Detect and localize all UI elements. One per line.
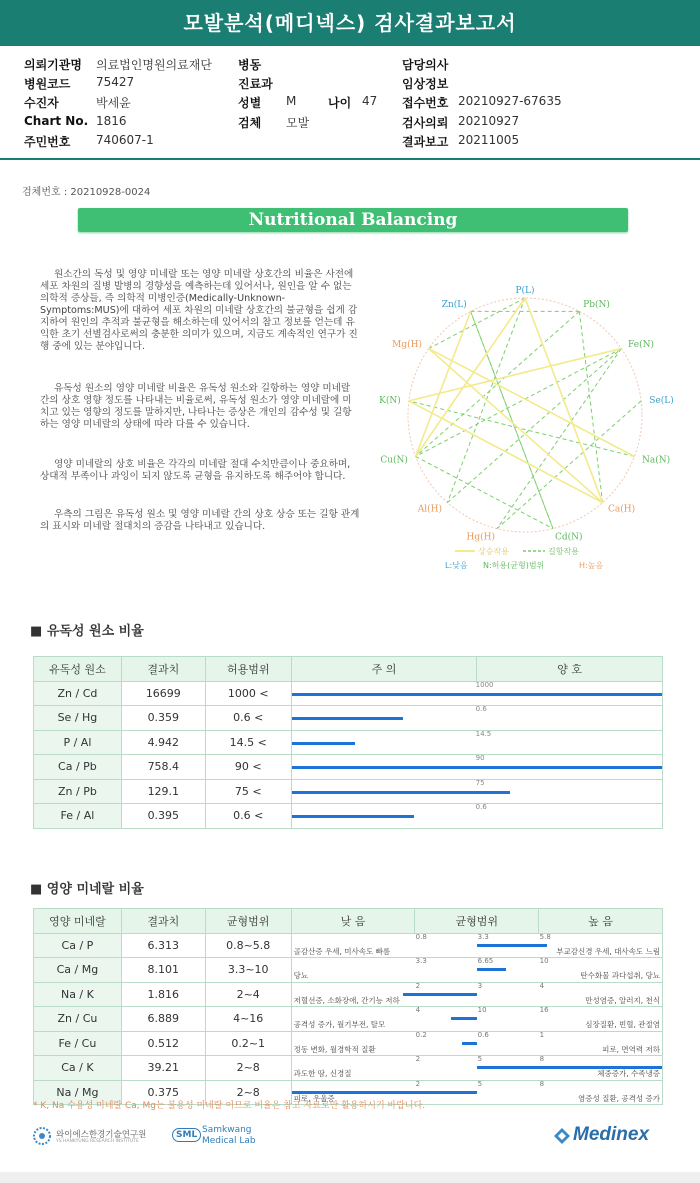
bottom-strip [0, 1172, 700, 1183]
label-request: 검사의뢰 [402, 116, 449, 130]
label-report: 결과보고 [402, 135, 449, 149]
nutrient-low-note: 공격성 증가, 월기부전, 탈모 [293, 1020, 386, 1029]
toxic-ratio: Fe / Al [34, 804, 122, 829]
label-doctor: 담당의사 [402, 58, 449, 72]
diagram-ring [408, 298, 642, 532]
value-patient: 박세윤 [96, 96, 131, 110]
nutrient-ratio: Fe / Cu [34, 1031, 122, 1056]
toxic-row [34, 730, 663, 755]
sml-logo-text-1: Samkwang [202, 1125, 252, 1135]
nutrient-high-note: 체중증가, 수족냉증 [597, 1069, 660, 1078]
nutrient-header-ratio: 영양 미네랄 [34, 909, 122, 934]
nutrient-header-high: 높 음 [539, 909, 663, 934]
node-na: Na(N) [642, 455, 671, 466]
antagonism-line-na-k [409, 401, 635, 457]
nutrient-tick-mid: 5 [477, 1079, 483, 1088]
ys-logo-text: 와이에스한경기술연구원 [56, 1130, 147, 1140]
nutrient-section-title: ■ 영양 미네랄 비율 [30, 882, 144, 897]
toxic-value: 0.359 [121, 706, 205, 731]
sml-logo-text-2: Medical Lab [202, 1136, 256, 1146]
nutrient-bar-cell [291, 958, 662, 983]
toxic-bar-cell [291, 804, 662, 829]
nutrient-tick-mid: 3 [477, 981, 483, 990]
nutrient-tick-low: 3.3 [415, 957, 427, 965]
node-al: Al(H) [417, 504, 442, 515]
nutrient-tick-low: 0.8 [415, 932, 427, 941]
nutrient-tick-low: 2 [415, 1079, 421, 1088]
nutrient-bar [477, 1066, 662, 1069]
nutrient-ratio-table [33, 908, 663, 1105]
nutrient-tick-mid: 3.3 [477, 932, 489, 941]
nutrient-ratio: Zn / Cu [34, 1007, 122, 1032]
toxic-bar-cell [291, 730, 662, 755]
toxic-ratio-table [33, 656, 663, 829]
toxic-range: 1000 < [205, 681, 291, 706]
nutrient-tick-high: 8 [539, 1079, 545, 1088]
nutrient-tick-mid: 0.6 [477, 1030, 489, 1039]
nutrient-value: 6.313 [121, 933, 205, 958]
nutrient-value: 6.889 [121, 1007, 205, 1032]
nutrient-low-note: 당뇨 [293, 971, 309, 980]
nutrient-high-note: 피로, 면역력 저하 [602, 1044, 660, 1054]
nutrient-high-note: 심장질환, 빈혈, 관절염 [585, 1020, 660, 1029]
nutritional-balancing-banner: Nutritional Balancing [78, 208, 628, 232]
toxic-bar [292, 742, 355, 745]
toxic-header-range: 허용범위 [205, 657, 291, 682]
footnote: * K, Na 수용성 미네랄 Ca, Mg는 불용성 미네랄 이므로 비율은 참고 자료로만 활용하시기 바랍니다. [33, 1101, 426, 1111]
value-receipt: 20210927-67635 [458, 94, 562, 108]
nutrient-tick-high: 1 [539, 1030, 545, 1039]
toxic-range: 0.6 < [205, 804, 291, 829]
toxic-row [34, 706, 663, 731]
nutrient-header-low: 낮 음 [291, 909, 415, 934]
toxic-ratio: Se / Hg [34, 706, 122, 731]
label-receipt: 접수번호 [402, 96, 449, 110]
nutrient-high-note: 염증성 질환, 공격성 증가 [578, 1093, 660, 1103]
synergy-legend-text: 상승작용 [478, 547, 509, 556]
toxic-row [34, 804, 663, 829]
toxic-section-title: ■ 유독성 원소 비율 [30, 624, 144, 639]
nutrient-range: 4~16 [205, 1007, 291, 1032]
nutrient-low-note: 저혈선증, 소화장애, 간기능 저하 [293, 995, 400, 1005]
nutrient-ratio: Na / K [34, 982, 122, 1007]
nutrient-high-note: 탄수화물 과다섭취, 당뇨 [580, 971, 660, 980]
synergy-line-zn-cu [416, 311, 471, 456]
toxic-tick: 1000 [475, 680, 494, 689]
nutrient-bar [451, 1017, 477, 1020]
node-k: K(N) [379, 395, 401, 406]
label-age: 나이 [328, 96, 352, 110]
toxic-range: 90 < [205, 755, 291, 780]
value-chart: 1816 [96, 114, 127, 128]
toxic-bar [292, 717, 403, 720]
toxic-bar [292, 693, 662, 696]
intro-paragraph-1: 원소간의 독성 및 영양 미네랄 또는 영양 미네랄 상호간의 비율은 사전에 세포 차원의 질병 발병의 경향성을 예측하는데 있어서나, 원인을 알 수 없는 의학적 증상들, 즉 의학적 미병인증(Medically-Unknown-Symptoms:MUS)에 대하여 세포 차원의 미네랄 상호간의 불균형을 쉽게 감지하여 원인의 추적과 불균형을 해소하는데 있어서의 참고 정보를 얻는데 유익한 초기 선별검사로써의 충분한 의미가 있으며, 지금도 계속적인 연구가 진행 중에 있는 분야입니다. [40, 269, 358, 352]
label-sex: 성별 [238, 96, 262, 110]
nutrient-low-note: 과도한 땀, 신경질 [293, 1069, 352, 1078]
toxic-bar [292, 791, 511, 794]
nutrient-tick-low: 2 [415, 981, 421, 990]
legend-normal: N:허용(균형)범위 [483, 561, 545, 570]
nutrient-tick-mid: 6.65 [477, 957, 494, 965]
nutrient-value: 0.512 [121, 1031, 205, 1056]
nutrient-high-note: 부교감신경 우세, 대사속도 느림 [556, 946, 660, 956]
nutrient-tick-low: 2 [415, 1055, 421, 1063]
toxic-bar [292, 815, 414, 818]
toxic-tick: 0.6 [475, 705, 487, 713]
nutrient-bar-cell [291, 982, 662, 1007]
nutrient-tick-low: 0.2 [415, 1030, 427, 1039]
node-pb: Pb(N) [583, 300, 610, 311]
nutrient-value: 8.101 [121, 958, 205, 983]
nutrient-row [34, 958, 663, 983]
nutrient-range: 2~4 [205, 982, 291, 1007]
nutrient-row [34, 982, 663, 1007]
value-code: 75427 [96, 75, 135, 89]
toxic-header-good: 양 호 [477, 657, 663, 682]
label-patient: 수진자 [24, 96, 59, 110]
value-sex: M [286, 94, 297, 108]
nutrient-tick-mid: 10 [477, 1006, 487, 1014]
legend-low: L:낮음 [445, 561, 468, 570]
value-report: 20211005 [458, 133, 520, 147]
antagonism-line-cu-cd [416, 456, 553, 528]
ys-logo-icon [32, 1126, 52, 1146]
value-specimen: 모발 [286, 116, 310, 130]
nutrient-bar [292, 1091, 477, 1094]
node-cu: Cu(N) [380, 455, 408, 466]
toxic-bar [292, 766, 662, 769]
nutrient-low-note: 정동 변화, 월경학적 질환 [293, 1044, 376, 1054]
nutrient-range: 0.2~1 [205, 1031, 291, 1056]
nutrient-bar-cell [291, 1007, 662, 1032]
nutrient-tick-low: 4 [415, 1006, 421, 1014]
nutrient-value: 0.375 [121, 1080, 205, 1105]
nutrient-range: 0.8~5.8 [205, 933, 291, 958]
node-fe: Fe(N) [628, 339, 655, 350]
toxic-ratio: Ca / Pb [34, 755, 122, 780]
node-hg: Hg(H) [466, 532, 496, 543]
antagonism-legend-text: 길항작용 [548, 547, 579, 556]
nutrient-high-note: 만성염증, 알러지, 천식 [585, 995, 660, 1005]
nutrient-range: 2~8 [205, 1080, 291, 1105]
nutrient-value: 39.21 [121, 1056, 205, 1081]
medinex-logo-text: Medinex [573, 1124, 650, 1145]
nutrient-header-balance: 균형범위 [415, 909, 539, 934]
nutrient-range: 2~8 [205, 1056, 291, 1081]
toxic-header-ratio: 유독성 원소 [34, 657, 122, 682]
nutrient-row [34, 1056, 663, 1081]
patient-info [0, 50, 700, 160]
label-chart: Chart No. [24, 114, 89, 128]
toxic-value: 129.1 [121, 779, 205, 804]
node-zn: Zn(L) [441, 300, 467, 311]
toxic-row [34, 681, 663, 706]
toxic-ratio: Zn / Pb [34, 779, 122, 804]
nutrient-bar [477, 968, 507, 971]
toxic-bar-cell [291, 755, 662, 780]
nutrient-ratio: Na / Mg [34, 1080, 122, 1105]
nutrient-header-value: 결과치 [121, 909, 205, 934]
nutrient-bar [462, 1042, 477, 1045]
toxic-row [34, 755, 663, 780]
intro-paragraph-3: 영양 미네랄의 상호 비율은 각각의 미네랄 절대 수치만큼이나 중요하며, 상대적 부족이나 과잉이 되지 않도록 균형을 유지하도록 해주어야 합니다. [40, 459, 351, 482]
toxic-bar-cell [291, 779, 662, 804]
toxic-value: 0.395 [121, 804, 205, 829]
nutrient-ratio: Ca / K [34, 1056, 122, 1081]
toxic-tick: 75 [475, 778, 485, 787]
intro-paragraph-2: 유독성 원소의 영양 미네랄 비율은 유독성 원소와 길항하는 영양 미네랄 간의 상호 영향 정도를 나타내는 비율로써, 유독성 원소가 영양 미네랄에 미치고 있는 영향의 정도를 말하지만, 나타나는 증상은 개인의 감수성 및 길항하는 영양 미네랄의 상태에 따라 다를 수 있습니다. [40, 383, 352, 430]
sml-logo-icon: SML [172, 1128, 201, 1142]
nutrient-row [34, 933, 663, 958]
toxic-tick: 90 [475, 754, 485, 762]
node-p: P(L) [515, 285, 535, 296]
toxic-tick: 14.5 [475, 729, 492, 738]
ys-logo-subtext: YS HANKYUNG RESEARCH INSTITUTE [56, 1139, 139, 1144]
nutrient-bar [477, 944, 547, 947]
nutrient-low-note: 골감산증 우세, 미사속도 빠름 [293, 946, 391, 956]
nutrient-tick-high: 16 [539, 1006, 549, 1014]
toxic-bar-cell [291, 681, 662, 706]
toxic-header-value: 결과치 [121, 657, 205, 682]
nutrient-bar-cell [291, 1056, 662, 1081]
nutrient-low-note: 피로, 우울증 [293, 1093, 335, 1103]
nutrient-value: 1.816 [121, 982, 205, 1007]
toxic-row [34, 779, 663, 804]
nutrient-range: 3.3~10 [205, 958, 291, 983]
value-age: 47 [362, 94, 378, 108]
nutrient-tick-high: 5.8 [539, 932, 551, 941]
toxic-value: 16699 [121, 681, 205, 706]
toxic-value: 758.4 [121, 755, 205, 780]
nutrient-row [34, 1007, 663, 1032]
mineral-relation-diagram [365, 265, 675, 595]
toxic-tick: 0.6 [475, 803, 487, 811]
toxic-header-caution: 주 의 [291, 657, 477, 682]
nutrient-tick-high: 10 [539, 957, 549, 965]
node-cd: Cd(N) [554, 532, 583, 543]
toxic-range: 0.6 < [205, 706, 291, 731]
node-se: Se(L) [649, 395, 674, 406]
value-id: 740607-1 [96, 133, 154, 147]
legend-high: H:높음 [579, 561, 604, 570]
report-title: 모발분석(메디넥스) 검사결과보고서 [0, 0, 700, 46]
value-request: 20210927 [458, 114, 520, 128]
nutrient-tick-mid: 5 [477, 1055, 483, 1063]
label-specimen: 검체 [238, 116, 262, 130]
label-ward: 병동 [238, 58, 262, 72]
nutrient-tick-high: 8 [539, 1055, 545, 1063]
footer-logos [0, 1120, 700, 1160]
intro-paragraph-4: 우측의 그림은 유독성 원소 및 영양 미네랄 간의 상호 상승 또는 길항 관계의 표시와 미네랄 절대치의 증감을 나타내고 있습니다. [40, 509, 360, 532]
value-hospital: 의료법인명원의료재단 [96, 58, 212, 72]
nutrient-row [34, 1031, 663, 1056]
sample-number: 검체번호 : 20210928-0024 [22, 187, 151, 198]
toxic-ratio: P / Al [34, 730, 122, 755]
toxic-range: 75 < [205, 779, 291, 804]
nutrient-tick-high: 4 [539, 981, 545, 990]
nutrient-bar [403, 993, 477, 996]
toxic-range: 14.5 < [205, 730, 291, 755]
toxic-bar-cell [291, 706, 662, 731]
label-id: 주민번호 [24, 135, 71, 149]
medinex-logo-icon [553, 1127, 571, 1145]
label-dept: 진료과 [238, 77, 273, 91]
nutrient-bar-cell [291, 933, 662, 958]
nutrient-bar-cell [291, 1031, 662, 1056]
node-mg: Mg(H) [392, 339, 422, 350]
toxic-ratio: Zn / Cd [34, 681, 122, 706]
label-hospital: 의뢰기관명 [24, 58, 82, 72]
label-clinical: 임상정보 [402, 77, 449, 91]
label-code: 병원코드 [24, 77, 71, 91]
nutrient-ratio: Ca / P [34, 933, 122, 958]
nutrient-header-range: 균형범위 [205, 909, 291, 934]
nutrient-ratio: Ca / Mg [34, 958, 122, 983]
toxic-value: 4.942 [121, 730, 205, 755]
node-ca: Ca(H) [608, 504, 636, 515]
